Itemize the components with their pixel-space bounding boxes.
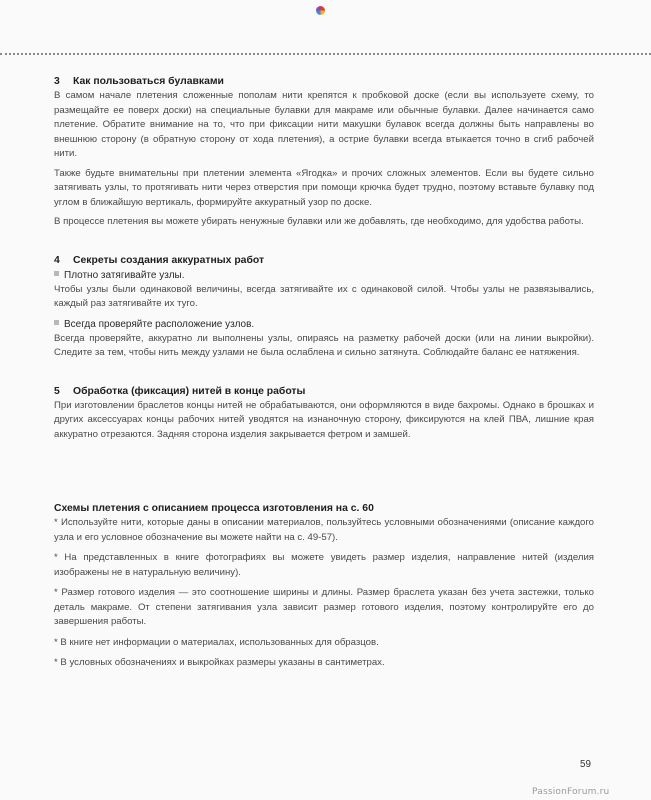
tip-text: Чтобы узлы были одинаковой величины, всегда затягивайте их с одинаковой силой. Чтобы узлы не развязывались, каждый раз затягивайте их туго. bbox=[54, 283, 594, 309]
section-heading bbox=[54, 74, 594, 89]
note-item: * На представленных в книге фотографиях вы можете увидеть размер изделия, направление нитей (изделия изображены не в натуральную величину). bbox=[54, 552, 594, 578]
square-bullet-icon bbox=[54, 271, 59, 276]
section-heading bbox=[54, 384, 594, 399]
section-number: 4 bbox=[54, 254, 60, 266]
section-title: Как пользоваться булавками bbox=[73, 76, 224, 87]
section-pins bbox=[54, 74, 594, 230]
note-item: * Используйте нити, которые даны в описании материалов, пользуйтесь условными обозначениями (описание каждого узла и его условное обозначение вы можете найти на с. 49-57). bbox=[54, 517, 594, 543]
section-number: 3 bbox=[54, 76, 60, 87]
tip-text: Всегда проверяйте, аккуратно ли выполнены узлы, опираясь на разметку рабочей доски (или на линии выкройки). Следите за тем, чтобы нить между узлами не была ослаблена и сильно затянута. Соблюдайте баланс ее натяжения. bbox=[54, 332, 594, 358]
note-item: * В условных обозначениях и выкройках размеры указаны в сантиметрах. bbox=[54, 657, 385, 668]
section-heading bbox=[54, 253, 594, 268]
paragraph: При изготовлении браслетов концы нитей не обрабатываются, они оформляются в виде бахромы. Однако в брошках и других аксессуарах концы рабочих нитей уводятся на изнаночную сторону, фиксируются на клей ПВА, лишние края аккуратно отрезаются. Задняя сторона изделия закрывается фетром и замшей. bbox=[54, 399, 594, 440]
publisher-logo-icon bbox=[316, 6, 325, 15]
section-neat-work bbox=[54, 253, 594, 361]
page-content bbox=[54, 74, 594, 677]
tip-heading: Всегда проверяйте расположение узлов. bbox=[54, 317, 594, 332]
schemes-notes bbox=[54, 501, 594, 671]
section-thread-finishing bbox=[54, 384, 594, 443]
dotted-divider bbox=[0, 53, 651, 55]
watermark: PassionForum.ru bbox=[532, 787, 610, 797]
section-title: Секреты создания аккуратных работ bbox=[73, 254, 265, 266]
tip-heading: Плотно затягивайте узлы. bbox=[54, 268, 594, 283]
paragraph: В самом начале плетения сложенные пополам нити крепятся к пробковой доске (если вы используете схему, то размещайте ее поверх доски) на специальные булавки для макраме или обычные булавки. Далее начинается само плетение. Обратите внимание на то, что при фиксации нити макушки булавок всегда должны быть направлены во внешнюю сторону (в обратную сторону от хода плетения), а острие булавки всегда втыкается точно в сгиб рабочей нити. bbox=[54, 90, 594, 159]
page-number: 59 bbox=[580, 759, 591, 770]
paragraph: Также будьте внимательны при плетении элемента «Ягодка» и прочих сложных элементов. Если вы будете сильно затягивать узлы, то протягивать нити через отверстия при помощи крючка будет трудно, поэтому вставьте булавку под углом в ближайшую вертикаль, формируйте аккуратный узор по доске. bbox=[54, 167, 594, 208]
note-item: * Размер готового изделия — это соотношение ширины и длины. Размер браслета указан без учета застежки, только деталь макраме. От степени затягивания узла зависит размер готового изделия, поэтому контролируйте его до завершения работы. bbox=[54, 587, 594, 627]
section-title: Обработка (фиксация) нитей в конце работы bbox=[73, 385, 306, 397]
note-item: * В книге нет информации о материалах, использованных для образцов. bbox=[54, 636, 379, 648]
section-number: 5 bbox=[54, 385, 60, 397]
square-bullet-icon bbox=[54, 320, 59, 325]
schemes-heading: Схемы плетения с описанием процесса изготовления на с. 60 bbox=[54, 503, 374, 514]
paragraph: В процессе плетения вы можете убирать ненужные булавки или же добавлять, где необходимо, для удобства работы. bbox=[54, 216, 584, 227]
